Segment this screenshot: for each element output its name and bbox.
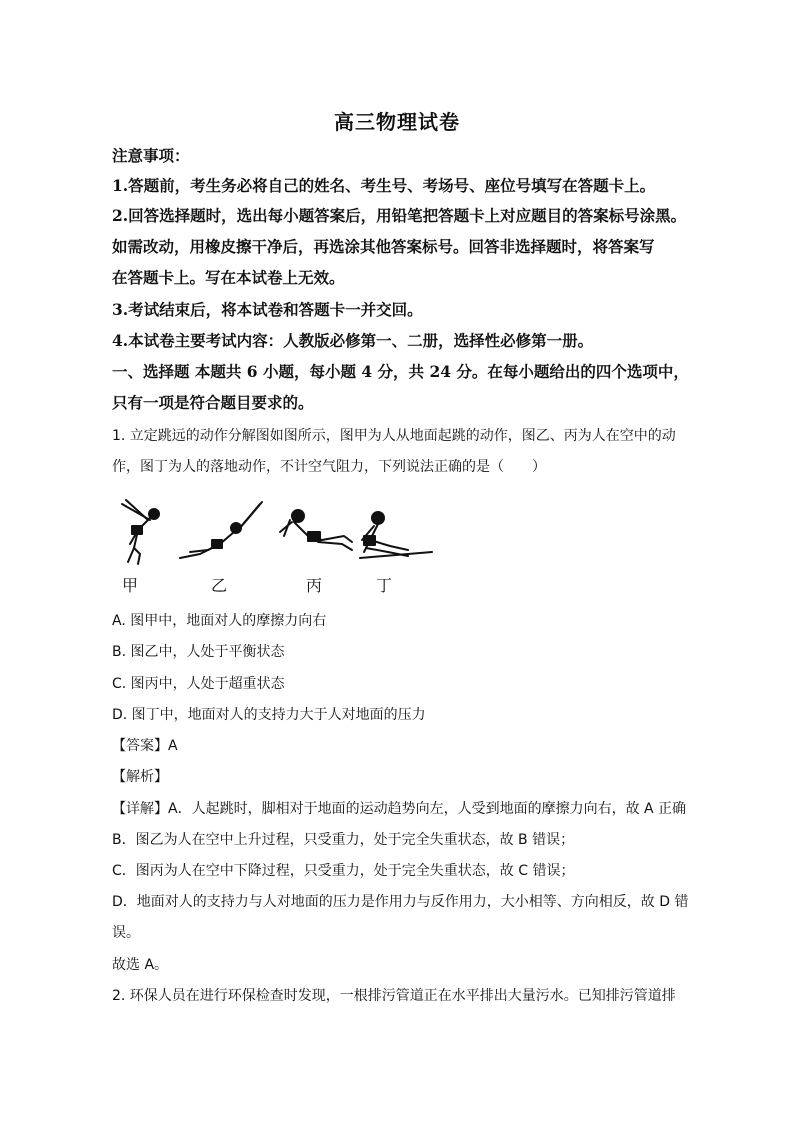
analysis-line: 【详解】A．人起跳时，脚相对于地面的运动趋势向左，人受到地面的摩擦力向右，故 A 正确: [112, 801, 687, 817]
page-title: 高三物理试卷: [334, 110, 460, 134]
section-heading: 一、选择题 本题共 6 小题，每小题 4 分，共 24 分。在每小题给出的四个选项中，: [112, 362, 689, 381]
figure-yi: [180, 502, 262, 558]
note-line: 1.答题前，考生务必将自己的姓名、考生号、考场号、座位号填写在答题卡上。: [112, 176, 656, 195]
option-c: C. 图丙中，人处于超重状态: [112, 676, 285, 692]
figure-label-yi: 乙: [211, 576, 228, 595]
analysis-line: 误。: [112, 925, 140, 941]
note-line: 4.本试卷主要考试内容：人教版必修第一、二册，选择性必修第一册。: [112, 331, 594, 350]
figure-label-ding: 丁: [376, 576, 393, 595]
option-d: D. 图丁中，地面对人的支持力大于人对地面的压力: [112, 707, 426, 723]
note-line: 在答题卡上。写在本试卷上无效。: [112, 268, 345, 287]
section-heading: 只有一项是符合题目要求的。: [112, 393, 314, 412]
figure-jia: [122, 500, 159, 564]
figure-ding: [360, 512, 432, 558]
question-stem: 1. 立定跳远的动作分解图如图所示，图甲为人从地面起跳的动作，图乙、丙为人在空中的动: [112, 428, 676, 444]
figure-bing: [280, 510, 352, 550]
answer: 【答案】A: [112, 738, 178, 754]
option-a: A. 图甲中，地面对人的摩擦力向右: [112, 613, 327, 629]
analysis-line: D．地面对人的支持力与人对地面的压力是作用力与反作用力，大小相等、方向相反，故 D 错: [112, 894, 689, 910]
question-stem: 2. 环保人员在进行环保检查时发现，一根排污管道正在水平排出大量污水。已知排污管道排: [112, 988, 676, 1004]
notes-heading: 注意事项：: [112, 146, 190, 165]
note-line: 2.回答选择题时，选出每小题答案后，用铅笔把答题卡上对应题目的答案标号涂黑。: [112, 206, 687, 225]
option-b: B. 图乙中，人处于平衡状态: [112, 644, 285, 660]
analysis-conclusion: 故选 A。: [112, 957, 169, 973]
analysis-line: C．图丙为人在空中下降过程，只受重力，处于完全失重状态，故 C 错误；: [112, 863, 575, 879]
analysis-heading: 【解析】: [112, 769, 168, 785]
analysis-line: B．图乙为人在空中上升过程，只受重力，处于完全失重状态，故 B 错误；: [112, 832, 575, 848]
figure-label-bing: 丙: [306, 576, 323, 595]
figure-label-jia: 甲: [122, 576, 139, 595]
question-stem: 作，图丁为人的落地动作，不计空气阻力，下列说法正确的是（ ）: [112, 459, 546, 475]
note-line: 如需改动，用橡皮擦干净后，再选涂其他答案标号。回答非选择题时，将答案写: [112, 237, 655, 256]
note-line: 3.考试结束后，将本试卷和答题卡一并交回。: [112, 300, 423, 319]
